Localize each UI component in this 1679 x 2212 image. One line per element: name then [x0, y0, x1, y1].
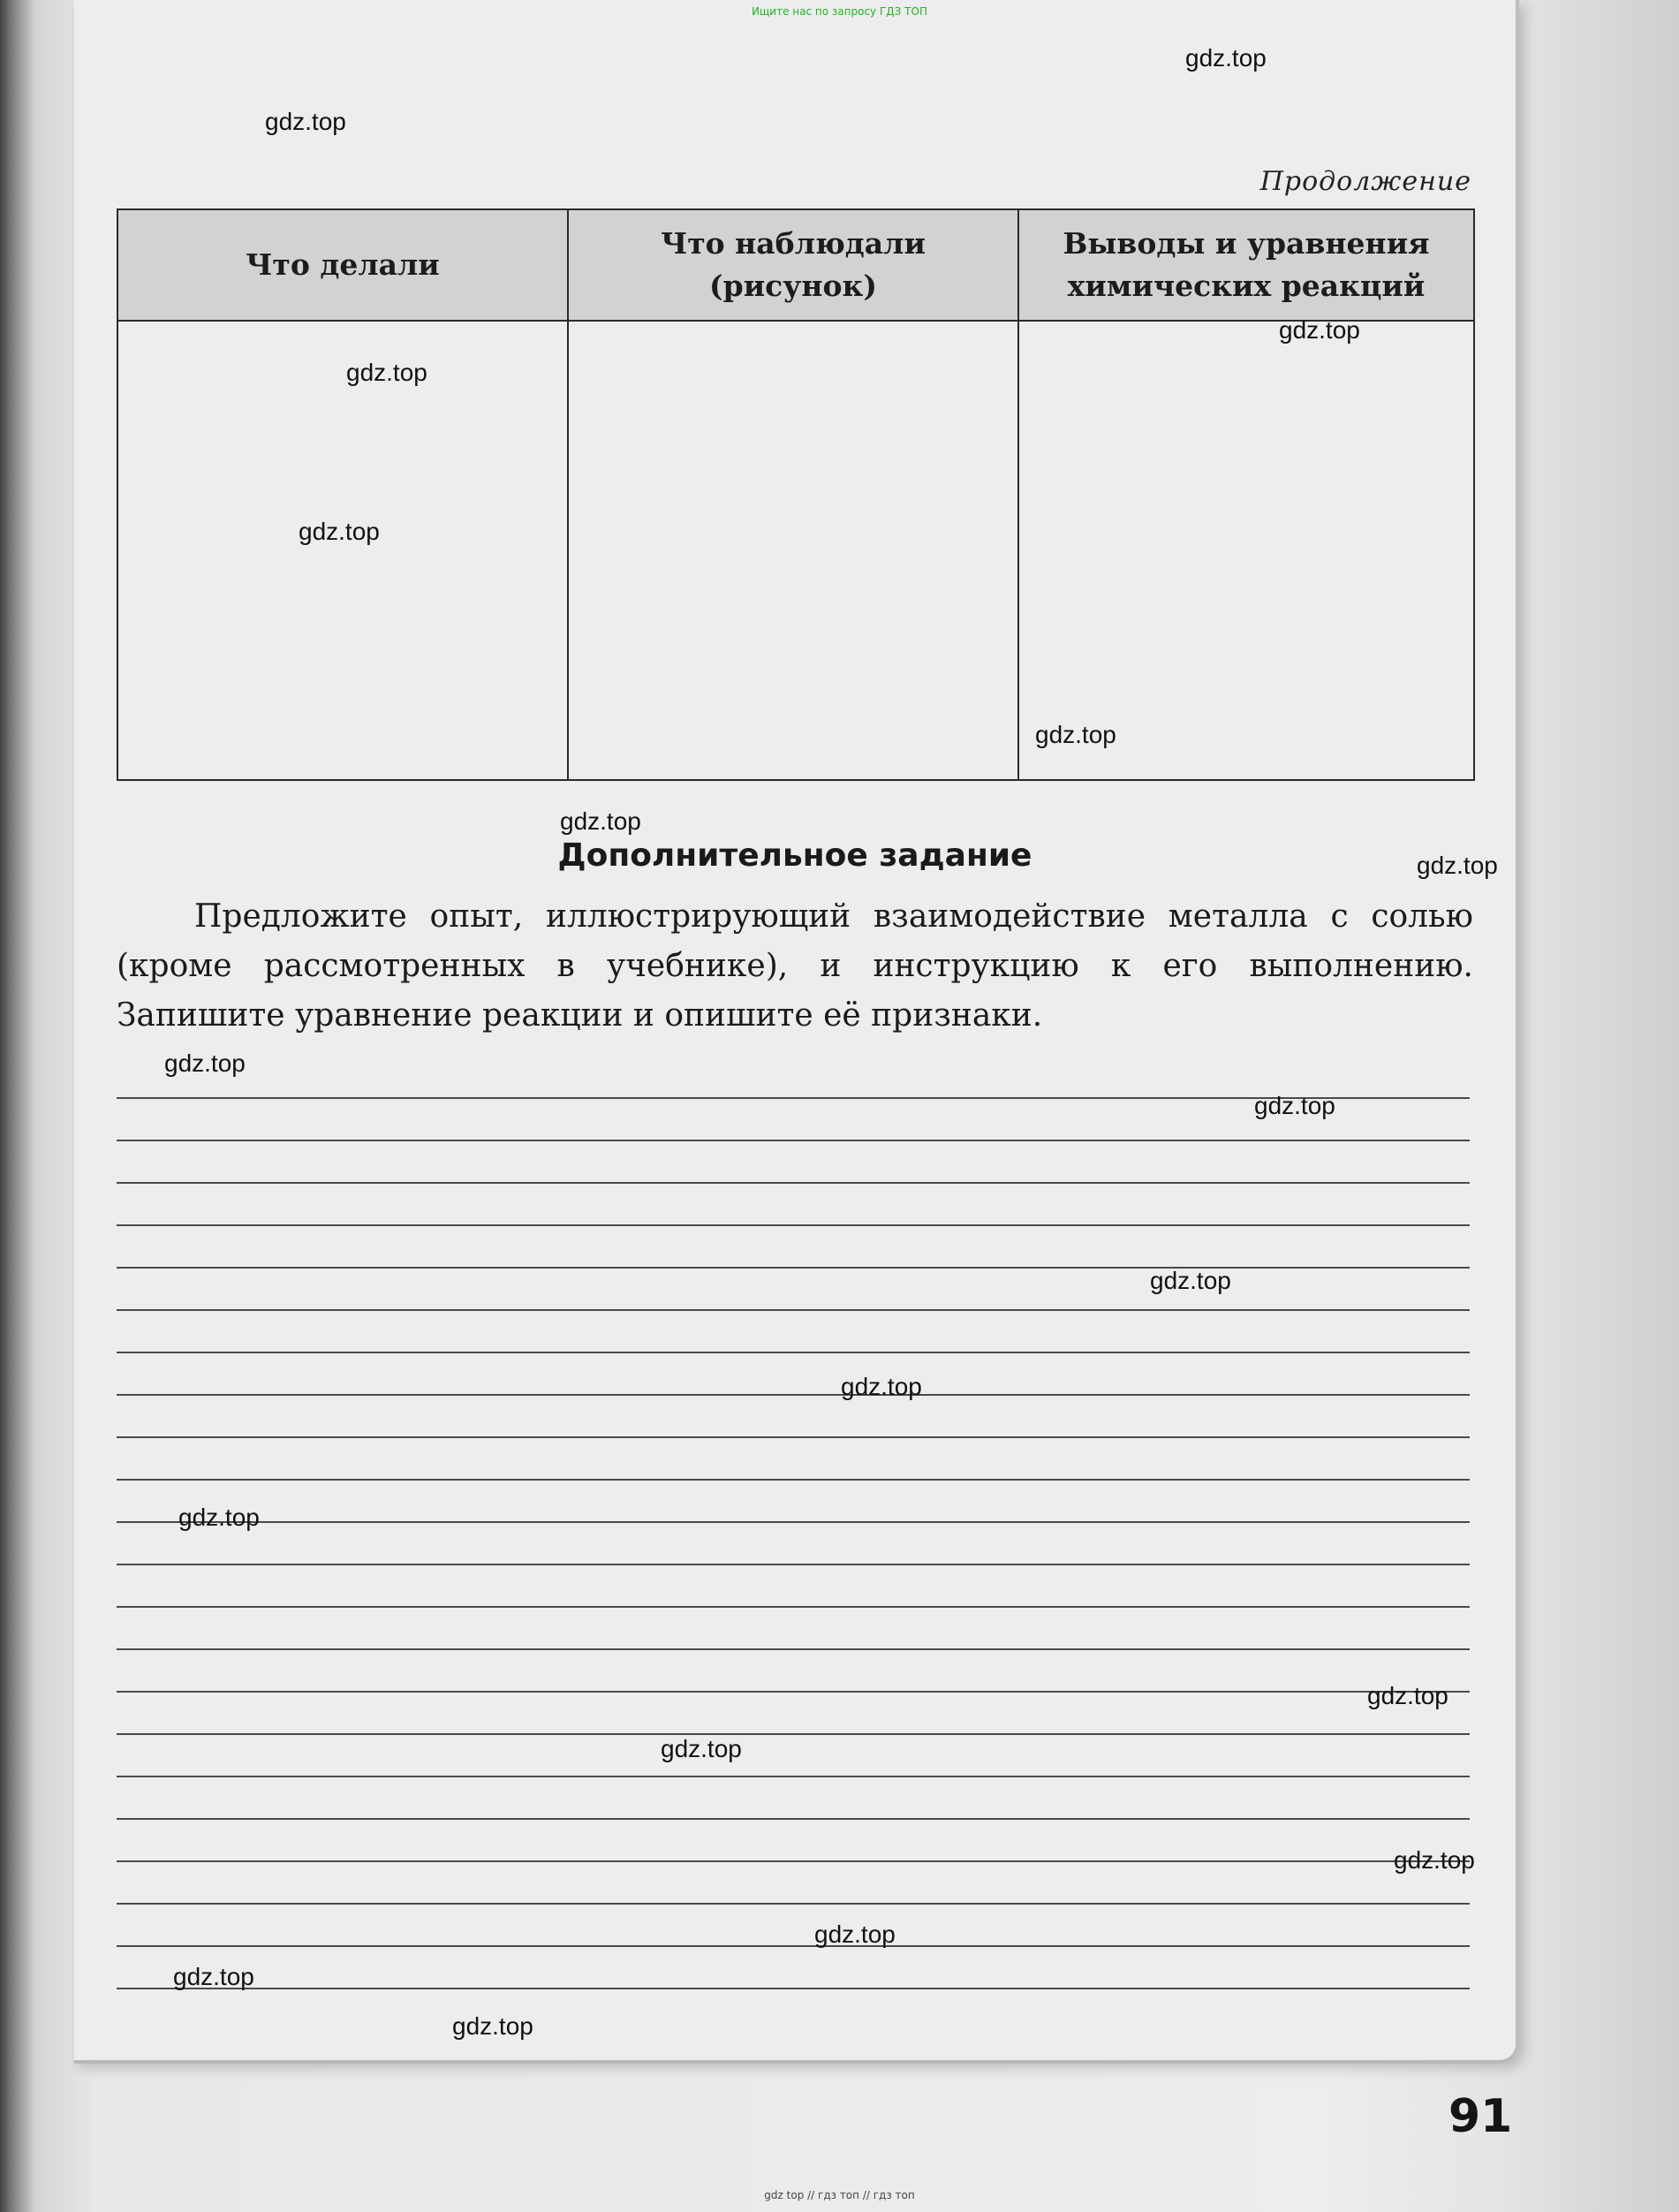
- watermark: gdz.top: [346, 359, 427, 386]
- answer-line[interactable]: [117, 1903, 1470, 1905]
- top-banner: Ищите нас по запросу ГДЗ ТОП: [752, 5, 927, 18]
- watermark: gdz.top: [452, 2012, 533, 2040]
- answer-line[interactable]: [117, 1691, 1470, 1693]
- answer-cell-what-observed[interactable]: [568, 321, 1018, 780]
- answer-line[interactable]: [117, 1860, 1470, 1862]
- watermark: gdz.top: [1394, 1846, 1475, 1874]
- watermark: gdz.top: [265, 108, 346, 135]
- continuation-label: Продолжение: [1259, 166, 1471, 197]
- watermark: gdz.top: [814, 1920, 896, 1948]
- watermark: gdz.top: [1417, 852, 1498, 879]
- answer-line[interactable]: [117, 1267, 1470, 1269]
- answer-line[interactable]: [117, 1606, 1470, 1608]
- answer-line[interactable]: [117, 1945, 1470, 1947]
- watermark: gdz.top: [299, 518, 380, 545]
- watermark: gdz.top: [1367, 1682, 1448, 1709]
- answer-line[interactable]: [117, 1182, 1470, 1184]
- task-text: [117, 892, 1473, 1041]
- task-paragraph: Предложите опыт, иллюстрирующий взаимодействие металла с солью (кроме рассмотренных в учебнике), и инструкцию к его выполнению. Запишите уравнение реакции и опишите её признаки.: [117, 898, 1473, 1034]
- answer-line[interactable]: [117, 1479, 1470, 1481]
- answer-line[interactable]: [117, 1140, 1470, 1141]
- watermark: gdz.top: [1185, 44, 1267, 72]
- bottom-banner: gdz top // гдз топ // гдз топ: [764, 2189, 915, 2201]
- answer-line[interactable]: [117, 1733, 1470, 1735]
- answer-line[interactable]: [117, 1224, 1470, 1226]
- answer-line[interactable]: [117, 1564, 1470, 1565]
- answer-line[interactable]: [117, 1988, 1470, 1989]
- observation-table: [117, 208, 1475, 781]
- watermark: gdz.top: [1150, 1267, 1231, 1294]
- page-number: 91: [1448, 2090, 1513, 2143]
- task-title: Дополнительное задание: [557, 837, 1032, 874]
- watermark: gdz.top: [841, 1373, 922, 1400]
- watermark: gdz.top: [661, 1735, 742, 1762]
- answer-line[interactable]: [117, 1394, 1470, 1396]
- watermark: gdz.top: [1279, 316, 1360, 344]
- answer-line[interactable]: [117, 1648, 1470, 1650]
- watermark: gdz.top: [1254, 1092, 1335, 1119]
- watermark: gdz.top: [164, 1049, 246, 1077]
- answer-line[interactable]: [117, 1436, 1470, 1438]
- answer-line[interactable]: [117, 1309, 1470, 1311]
- answer-line[interactable]: [117, 1776, 1470, 1777]
- header-what-observed: Что наблюдали (рисунок): [568, 209, 1018, 321]
- answer-cell-what-done[interactable]: [117, 321, 568, 780]
- header-conclusions: Выводы и уравнения химических реакций: [1018, 209, 1474, 321]
- table-row: [117, 321, 1474, 780]
- answer-line[interactable]: [117, 1352, 1470, 1353]
- table-header-row: [117, 209, 1474, 321]
- watermark: gdz.top: [560, 807, 641, 835]
- watermark: gdz.top: [1035, 721, 1116, 748]
- watermark: gdz.top: [178, 1504, 260, 1531]
- watermark: gdz.top: [173, 1963, 254, 1990]
- header-what-done: Что делали: [117, 209, 568, 321]
- answer-line[interactable]: [117, 1818, 1470, 1820]
- answer-cell-conclusions[interactable]: [1018, 321, 1474, 780]
- answer-line[interactable]: [117, 1521, 1470, 1523]
